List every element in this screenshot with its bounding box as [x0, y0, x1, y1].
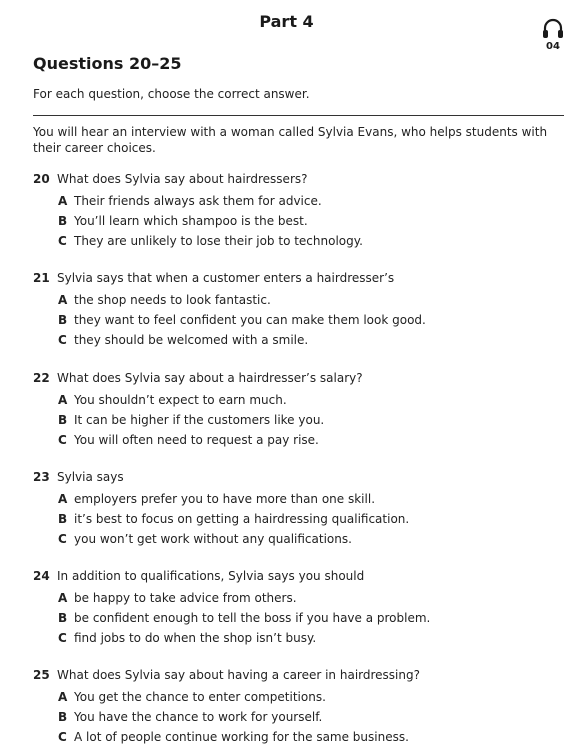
- option-letter: A: [58, 591, 68, 605]
- option-letter: A: [58, 492, 68, 506]
- option-c[interactable]: [33, 628, 563, 648]
- option-letter: B: [58, 313, 68, 327]
- option-letter: B: [58, 710, 68, 724]
- option-text: You’ll learn which shampoo is the best.: [74, 214, 308, 228]
- option-c[interactable]: [33, 330, 563, 350]
- question-22: [33, 369, 563, 450]
- option-text: You will often need to request a pay rise.: [74, 433, 319, 447]
- question-text: Sylvia says: [57, 470, 124, 484]
- headphones-icon: [541, 16, 565, 40]
- option-text: find jobs to do when the shop isn’t busy.: [74, 631, 317, 645]
- audio-track-indicator: [541, 16, 565, 56]
- option-letter: C: [58, 532, 67, 546]
- option-b[interactable]: [33, 509, 563, 529]
- option-b[interactable]: [33, 410, 563, 430]
- option-letter: B: [58, 611, 68, 625]
- intro-text: You will hear an interview with a woman called Sylvia Evans, who helps students with their career choices.: [33, 125, 548, 155]
- part-title: Part 4: [259, 12, 314, 31]
- question-number: 24: [33, 569, 50, 583]
- option-letter: C: [58, 433, 67, 447]
- question-25: [33, 666, 563, 747]
- divider-line: [33, 115, 564, 116]
- question-number: 21: [33, 271, 50, 285]
- option-a[interactable]: [33, 687, 563, 707]
- option-text: the shop needs to look fantastic.: [74, 293, 271, 307]
- option-b[interactable]: [33, 310, 563, 330]
- option-text: be confident enough to tell the boss if you have a problem.: [74, 611, 431, 625]
- option-text: You shouldn’t expect to earn much.: [74, 393, 287, 407]
- option-c[interactable]: [33, 727, 563, 747]
- question-prompt: [33, 170, 563, 188]
- option-letter: A: [58, 293, 68, 307]
- question-23: [33, 468, 563, 549]
- question-number: 23: [33, 470, 50, 484]
- option-text: be happy to take advice from others.: [74, 591, 297, 605]
- question-text: Sylvia says that when a customer enters a hairdresser’s: [57, 271, 395, 285]
- question-number: 25: [33, 668, 50, 682]
- option-letter: C: [58, 333, 67, 347]
- option-b[interactable]: [33, 707, 563, 727]
- option-a[interactable]: [33, 191, 563, 211]
- option-text: They are unlikely to lose their job to technology.: [74, 234, 363, 248]
- option-text: you won’t get work without any qualifications.: [74, 532, 352, 546]
- option-a[interactable]: [33, 290, 563, 310]
- option-c[interactable]: [33, 529, 563, 549]
- option-letter: C: [58, 730, 67, 744]
- question-number: 20: [33, 172, 50, 186]
- option-letter: A: [58, 194, 68, 208]
- option-text: A lot of people continue working for the same business.: [74, 730, 409, 744]
- option-letter: B: [58, 512, 68, 526]
- question-20: [33, 170, 563, 251]
- question-prompt: [33, 269, 563, 287]
- instruction-text: For each question, choose the correct answer.: [33, 87, 310, 101]
- option-text: they should be welcomed with a smile.: [74, 333, 309, 347]
- option-letter: A: [58, 393, 68, 407]
- question-text: What does Sylvia say about having a career in hairdressing?: [57, 668, 420, 682]
- question-text: What does Sylvia say about hairdressers?: [57, 172, 308, 186]
- option-letter: C: [58, 234, 67, 248]
- option-letter: A: [58, 690, 68, 704]
- option-b[interactable]: [33, 211, 563, 231]
- option-text: It can be higher if the customers like you.: [74, 413, 325, 427]
- section-heading: Questions 20–25: [33, 54, 182, 73]
- option-letter: B: [58, 413, 68, 427]
- question-prompt: [33, 666, 563, 684]
- option-text: Their friends always ask them for advice.: [74, 194, 322, 208]
- question-21: [33, 269, 563, 350]
- option-text: You get the chance to enter competitions.: [74, 690, 326, 704]
- option-b[interactable]: [33, 608, 563, 628]
- option-a[interactable]: [33, 588, 563, 608]
- question-prompt: [33, 468, 563, 486]
- question-prompt: [33, 369, 563, 387]
- question-number: 22: [33, 371, 50, 385]
- option-c[interactable]: [33, 430, 563, 450]
- option-letter: C: [58, 631, 67, 645]
- audio-track-number: 04: [546, 41, 560, 52]
- option-text: they want to feel confident you can make them look good.: [74, 313, 426, 327]
- option-text: it’s best to focus on getting a hairdressing qualification.: [74, 512, 410, 526]
- option-text: employers prefer you to have more than one skill.: [74, 492, 376, 506]
- option-c[interactable]: [33, 231, 563, 251]
- question-prompt: [33, 567, 563, 585]
- option-a[interactable]: [33, 489, 563, 509]
- option-a[interactable]: [33, 390, 563, 410]
- question-text: In addition to qualifications, Sylvia says you should: [57, 569, 365, 583]
- option-text: You have the chance to work for yourself.: [74, 710, 323, 724]
- option-letter: B: [58, 214, 68, 228]
- question-text: What does Sylvia say about a hairdresser’s salary?: [57, 371, 363, 385]
- question-24: [33, 567, 563, 648]
